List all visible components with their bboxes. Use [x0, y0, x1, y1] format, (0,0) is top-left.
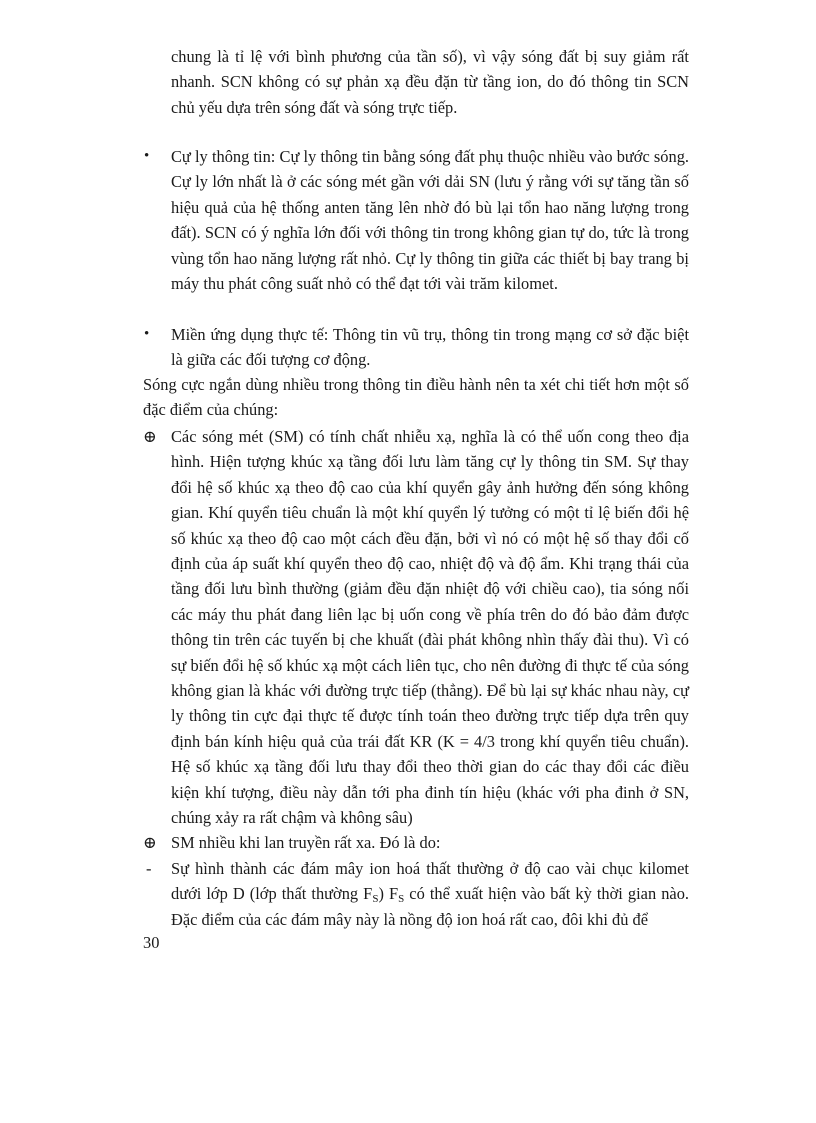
subscript-s: S — [398, 893, 405, 906]
bullet-item-range — [171, 144, 689, 296]
dash-text-between: ) F — [378, 884, 399, 904]
bullet-item-application — [171, 322, 689, 373]
bullet-marker: • — [144, 148, 150, 164]
dash-text-before: Sự hình thành các đám mây ion hoá thất thường ở độ cao vài chục kilomet dưới lớp D (lớp thất thường F — [171, 859, 689, 904]
intro-text: Sóng cực ngắn dùng nhiều trong thông tin điều hành nên ta xét chi tiết hơn một số đặc điểm của chúng: — [143, 375, 689, 420]
dash-marker: - — [146, 859, 152, 878]
bullet-marker: • — [144, 326, 150, 342]
bullet-text: Cự ly thông tin: Cự ly thông tin bằng sóng đất phụ thuộc nhiều vào bước sóng. Cự ly lớn nhất là ở các sóng mét gần với dải SN (lưu ý rằng với sự tăng tần số hiệu quả của hệ thống anten tăng lên nhờ đó bù lại tổn hao năng lượng trong đất). SCN có ý nghĩa lớn đối với thông tin trong không gian tự do, tức là trong vùng tổn hao năng lượng rất nhỏ. Cự ly thông tin giữa các thiết bị bay trang bị máy thu phát công suất nhỏ có thể đạt tới vài trăm kilomet. — [171, 147, 689, 294]
bullet-text: Miền ứng dụng thực tế: Thông tin vũ trụ, thông tin trong mạng cơ sở đặc biệt là giữa các đối tượng cơ động. — [171, 325, 689, 370]
dash-item-ion-clouds — [171, 856, 689, 932]
continuation-text: chung là tỉ lệ với bình phương của tần số), vì vậy sóng đất bị suy giảm rất nhanh. SCN không có sự phản xạ đều đặn từ tầng ion, do đó thông tin SCN chủ yếu dựa trên sóng đất và sóng trực tiếp. — [171, 47, 689, 117]
dash-text — [171, 856, 689, 932]
oplus-marker: ⊕ — [143, 427, 157, 446]
continuation-paragraph — [171, 44, 689, 120]
dash-text-after: có thể xuất hiện vào bất kỳ thời gian nào. Đặc điểm của các đám mây này là nồng độ ion hoá rất cao, đôi khi đủ để — [171, 884, 689, 929]
oplus-item-long-propagation — [171, 830, 689, 855]
intro-paragraph — [143, 372, 689, 423]
page-number: 30 — [143, 933, 160, 952]
oplus-marker: ⊕ — [143, 833, 157, 852]
subscript-s: S — [372, 893, 379, 906]
oplus-item-metric-waves — [171, 424, 689, 831]
oplus-text: SM nhiều khi lan truyền rất xa. Đó là do: — [171, 833, 441, 852]
oplus-text: Các sóng mét (SM) có tính chất nhiễu xạ, nghĩa là có thể uốn cong theo địa hình. Hiện tượng khúc xạ tầng đối lưu làm tăng cự ly thông tin SM. Sự thay đổi hệ số khúc xạ theo độ cao của khí quyển gây ảnh hưởng đến sóng không gian. Khí quyển tiêu chuẩn là một khí quyển lý tưởng có một tỉ lệ biến đổi hệ số khúc xạ theo độ cao một cách đều đặn, bởi vì nó có một hệ số thay đổi cố định của áp suất khí quyển theo độ cao, nhiệt độ và độ ẩm. Khi trạng thái của tầng đối lưu bình thường (giảm đều đặn nhiệt độ với chiều cao), tia sóng nối các máy thu phát đang liên lạc bị uốn cong về phía trên do đó bảo đảm được thông tin trên các tuyến bị che khuất (đài phát không nhìn thấy đài thu). Vì có sự biến đổi hệ số khúc xạ một cách liên tục, cho nên đường đi thực tế của sóng không gian là khác với đường trực tiếp (thẳng). Để bù lại sự khác nhau này, cự ly thông tin cực đại thực tế được tính toán theo đường trực tiếp dựa trên quy định bán kính hiệu quả của trái đất KR (K = 4/3 trong khí quyển tiêu chuẩn). Hệ số khúc xạ tầng đối lưu thay đổi theo thời gian do các thay đổi các điều kiện khí tượng, điều này dẫn tới pha đinh tín hiệu (khác với pha đinh ở SN, chúng xảy ra rất chậm và không sâu) — [171, 427, 689, 828]
